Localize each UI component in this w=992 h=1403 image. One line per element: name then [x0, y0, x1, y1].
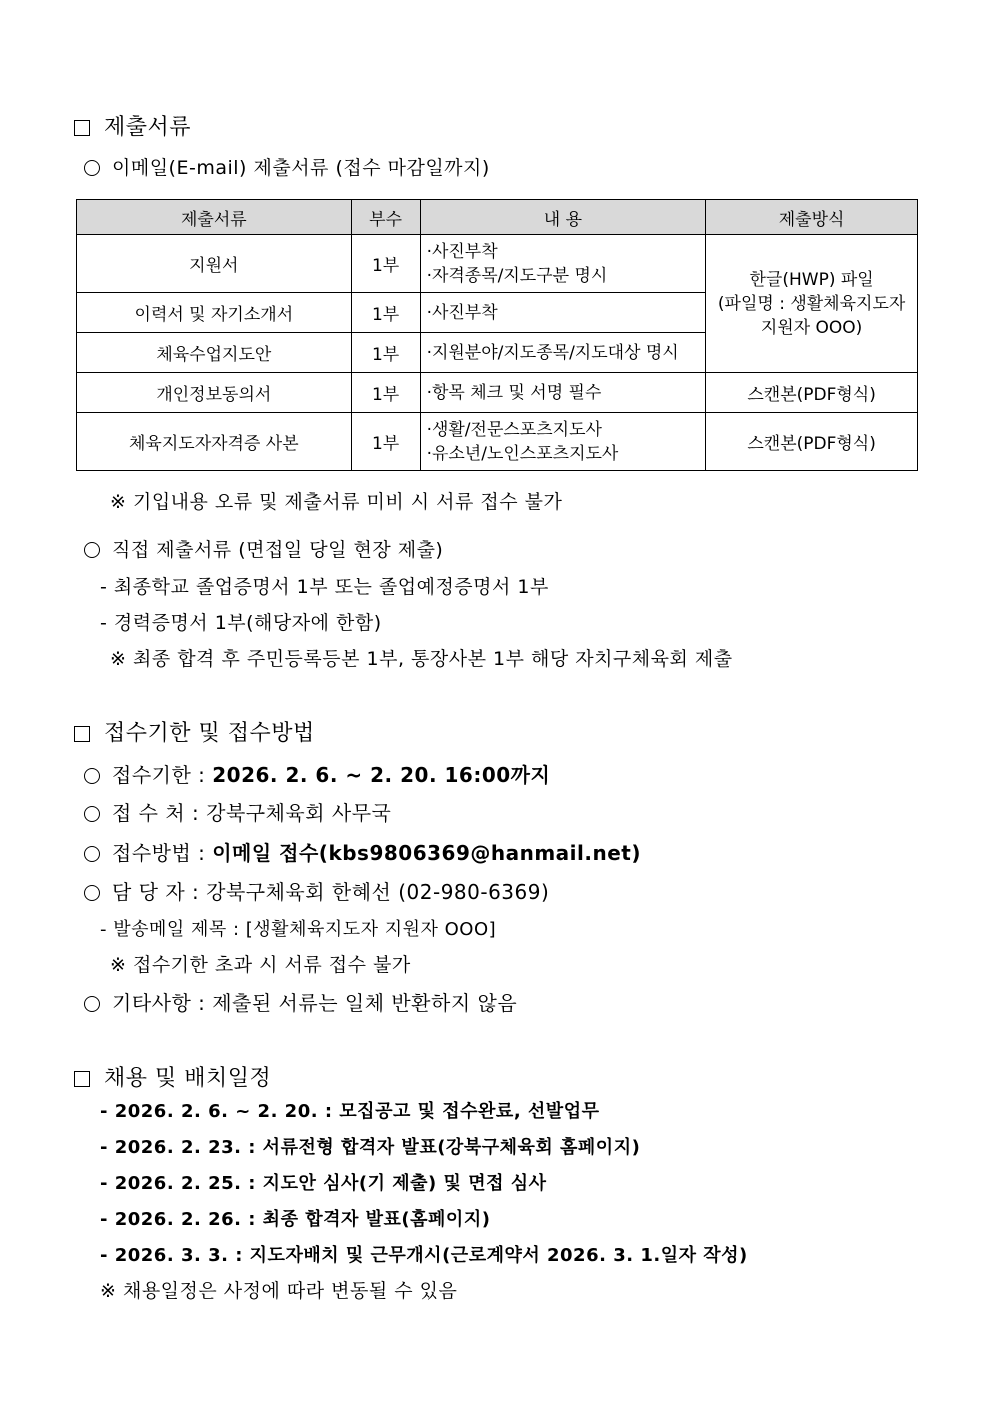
note-schedule: ※ 채용일정은 사정에 따라 변동될 수 있음 — [100, 1280, 458, 1302]
table-header-row — [77, 200, 918, 235]
doc-name: 지원서 — [77, 235, 352, 293]
schedule-item: - 2026. 2. 6. ~ 2. 20. : 모집공고 및 접수완료, 선발업무 — [100, 1101, 600, 1122]
table-header: 부수 — [351, 200, 420, 235]
circle-bullet-icon — [84, 996, 100, 1012]
schedule-item: - 2026. 2. 25. : 지도안 심사(기 제출) 및 면접 심사 — [100, 1173, 547, 1194]
checkbox-square-icon — [74, 1071, 90, 1087]
section-schedule-title: 채용 및 배치일정 — [74, 1061, 271, 1092]
schedule-item: - 2026. 3. 3. : 지도자배치 및 근무개시(근로계약서 2026. 3. 1.일자 작성) — [100, 1245, 748, 1266]
doc-content: ·항목 체크 및 서명 필수 — [420, 373, 706, 413]
submit-method: 스캔본(PDF형식) — [706, 373, 918, 413]
receipt-place: 접 수 처 : 강북구체육회 사무국 — [84, 797, 391, 826]
doc-content: ·지원분야/지도종목/지도대상 명시 — [420, 333, 706, 373]
table-row — [77, 373, 918, 413]
circle-bullet-icon — [84, 542, 100, 558]
section-receipt-title: 접수기한 및 접수방법 — [74, 716, 315, 747]
doc-content: ·생활/전문스포츠지도사 ·유소년/노인스포츠지도사 — [420, 413, 706, 471]
email-docs-heading: 이메일(E-mail) 제출서류 (접수 마감일까지) — [84, 153, 490, 180]
checkbox-square-icon — [74, 726, 90, 742]
doc-name: 이력서 및 자기소개서 — [77, 293, 352, 333]
circle-bullet-icon — [84, 806, 100, 822]
doc-name: 체육수업지도안 — [77, 333, 352, 373]
note-docs-error: ※ 기입내용 오류 및 제출서류 미비 시 서류 접수 불가 — [110, 491, 563, 513]
schedule-item: - 2026. 2. 26. : 최종 합격자 발표(홈페이지) — [100, 1209, 491, 1230]
submit-method-merged: 한글(HWP) 파일 (파일명 : 생활체육지도자 지원자 OOO) — [706, 235, 918, 373]
receipt-contact: 담 당 자 : 강북구체육회 한혜선 (02-980-6369) — [84, 876, 549, 905]
submit-method: 스캔본(PDF형식) — [706, 413, 918, 471]
doc-count: 1부 — [351, 293, 420, 333]
table-row — [77, 235, 918, 293]
circle-bullet-icon — [84, 768, 100, 784]
circle-bullet-icon — [84, 846, 100, 862]
schedule-item: - 2026. 2. 23. : 서류전형 합격자 발표(강북구체육회 홈페이지) — [100, 1137, 641, 1158]
direct-docs-heading: 직접 제출서류 (면접일 당일 현장 제출) — [84, 535, 443, 562]
doc-count: 1부 — [351, 413, 420, 471]
circle-bullet-icon — [84, 885, 100, 901]
note-deadline: ※ 접수기한 초과 시 서류 접수 불가 — [110, 954, 411, 976]
checkbox-square-icon — [74, 120, 90, 136]
mail-subject: - 발송메일 제목 : [생활체육지도자 지원자 OOO] — [100, 919, 497, 940]
doc-count: 1부 — [351, 235, 420, 293]
doc-count: 1부 — [351, 373, 420, 413]
note-final-docs: ※ 최종 합격 후 주민등록등본 1부, 통장사본 1부 해당 자치구체육회 제출 — [110, 648, 733, 670]
submission-table — [76, 199, 918, 471]
doc-content: ·사진부착 — [420, 293, 706, 333]
section-docs-title: 제출서류 — [74, 110, 191, 141]
doc-name: 개인정보동의서 — [77, 373, 352, 413]
table-header: 내 용 — [420, 200, 706, 235]
table-header: 제출방식 — [706, 200, 918, 235]
receipt-deadline: 접수기한 : 2026. 2. 6. ~ 2. 20. 16:00까지 — [84, 759, 550, 788]
receipt-method: 접수방법 : 이메일 접수(kbs9806369@hanmail.net) — [84, 837, 641, 866]
table-header: 제출서류 — [77, 200, 352, 235]
circle-bullet-icon — [84, 160, 100, 176]
direct-doc-item: - 경력증명서 1부(해당자에 한함) — [100, 612, 382, 634]
doc-count: 1부 — [351, 333, 420, 373]
doc-content: ·사진부착 ·자격종목/지도구분 명시 — [420, 235, 706, 293]
direct-doc-item: - 최종학교 졸업증명서 1부 또는 졸업예정증명서 1부 — [100, 576, 549, 598]
receipt-etc: 기타사항 : 제출된 서류는 일체 반환하지 않음 — [84, 987, 517, 1016]
doc-name: 체육지도자자격증 사본 — [77, 413, 352, 471]
table-row — [77, 413, 918, 471]
